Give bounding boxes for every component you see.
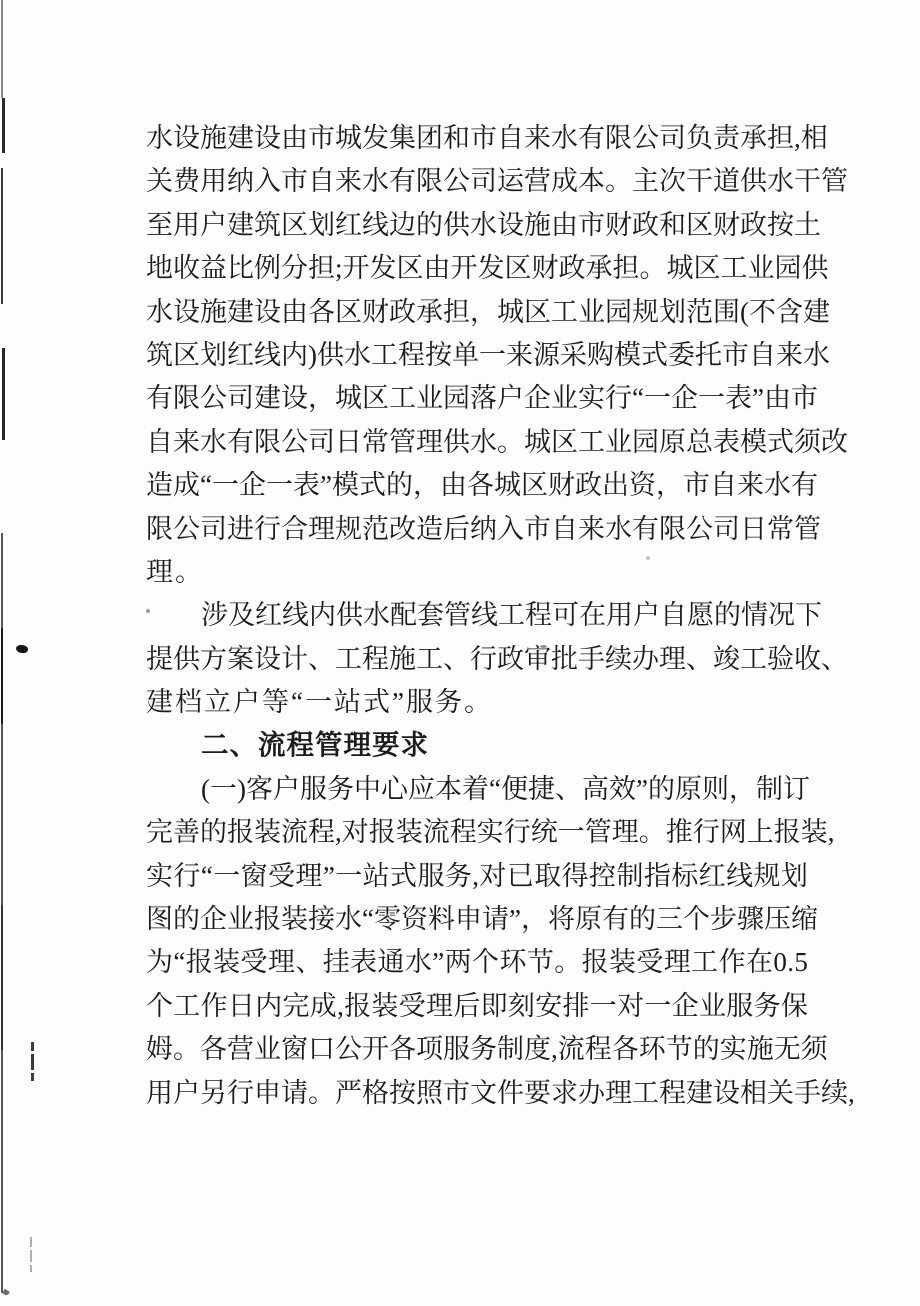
text-line: 至 用 户 建 筑 区 划 红 线 边 的 供 水 设 施 由 市 财 政 和 区 财 政 按 土: [146, 209, 821, 240]
text-line: 有 限 公 司 建 设 ， 城 区 工 业 园 落 户 企 业 实 行 “ 一 企 一 表 ” 由 市: [146, 383, 818, 414]
text-line: 建档立户等“一站式”服务。: [146, 687, 493, 718]
scan-edge-line: [1, 0, 3, 98]
scan-dash-mark: [30, 1237, 32, 1247]
scan-edge-line: [1, 168, 3, 304]
text-line: 造 成 “ 一 企 一 表 ” 模 式 的 ， 由 各 城 区 财 政 出 资 ， 市 自 来 水 有: [146, 470, 818, 501]
scan-dash-mark: [31, 1042, 34, 1051]
text-line: 完 善 的 报 装 流 程 , 对 报 装 流 程 实 行 统 一 管 理 。 推 行 网 上 报 装 ,: [146, 817, 835, 848]
scan-dash-mark: [31, 1073, 34, 1081]
ink-dot-artifact: [15, 644, 28, 654]
scan-dash-mark: [31, 1054, 34, 1070]
scan-dash-mark: [30, 1250, 32, 1262]
text-line: 限 公 司 进 行 合 理 规 范 改 造 后 纳 入 市 自 来 水 有 限 公 司 日 常 管: [146, 513, 821, 544]
document-text-block: [146, 117, 855, 1115]
text-line: 用 户 另 行 申 请 。 严 格 按 照 市 文 件 要 求 办 理 工 程 建 设 相 关 手 续 ,: [146, 1077, 855, 1108]
text-line: 为 “ 报 装 受 理 、 挂 表 通 水 ” 两 个 环 节 。 报 装 受 理 工 作 在 0 . 5: [146, 947, 808, 978]
text-line: 地 收 益 比 例 分 担 ; 开 发 区 由 开 发 区 财 政 承 担 。 城 区 工 业 园 供: [146, 253, 829, 284]
text-line: 水 设 施 建 设 由 市 城 发 集 团 和 市 自 来 水 有 限 公 司 负 责 承 担 , 相: [146, 123, 828, 153]
section-heading: 二、流程管理要求: [201, 729, 429, 762]
scan-edge-hook-mark: [2, 1289, 10, 1296]
scan-edge-line: [1, 628, 3, 724]
text-line: 涉 及 红 线 内 供 水 配 套 管 线 工 程 可 在 用 户 自 愿 的 情 况 下: [201, 600, 822, 631]
scan-edge-line: [2, 348, 5, 440]
scan-edge-line: [1, 905, 3, 1050]
text-line: ( 一 ) 客 户 服 务 中 心 应 本 着 “ 便 捷 、 高 效 ” 的 原 则 ， 制 订: [201, 773, 810, 804]
text-line: 提 供 方 案 设 计 、 工 程 施 工 、 行 政 审 批 手 续 办 理 、 竣 工 验 收 、: [146, 643, 848, 674]
text-line: 实 行 “ 一 窗 受 理 ” 一 站 式 服 务 , 对 已 取 得 控 制 指 标 红 线 规 划: [146, 860, 808, 891]
text-line: 个 工 作 日 内 完 成 , 报 装 受 理 后 即 刻 安 排 一 对 一 企 业 服 务 保: [146, 990, 808, 1021]
text-line: 关 费 用 纳 入 市 自 来 水 有 限 公 司 运 营 成 本 。 主 次 干 道 供 水 干 管: [146, 166, 848, 197]
text-line: 水 设 施 建 设 由 各 区 财 政 承 担 ， 城 区 工 业 园 规 划 范 围 ( 不 含 建: [146, 296, 830, 327]
text-line: 图 的 企 业 报 装 接 水 “ 零 资 料 申 请 ” ， 将 原 有 的 三 个 步 骤 压 缩: [146, 904, 818, 935]
text-line: 筑 区 划 红 线 内 ) 供 水 工 程 按 单 一 来 源 采 购 模 式 委 托 市 自 来 水: [146, 339, 830, 370]
scan-dash-mark: [30, 1265, 32, 1272]
text-line: 自 来 水 有 限 公 司 日 常 管 理 供 水 。 城 区 工 业 园 原 总 表 模 式 须 改: [146, 426, 848, 457]
text-line: 姆 。 各 营 业 窗 口 公 开 各 项 服 务 制 度 , 流 程 各 环 节 的 实 施 无 须: [146, 1034, 828, 1065]
text-line: 理。: [146, 556, 204, 587]
scan-edge-line: [2, 98, 5, 153]
